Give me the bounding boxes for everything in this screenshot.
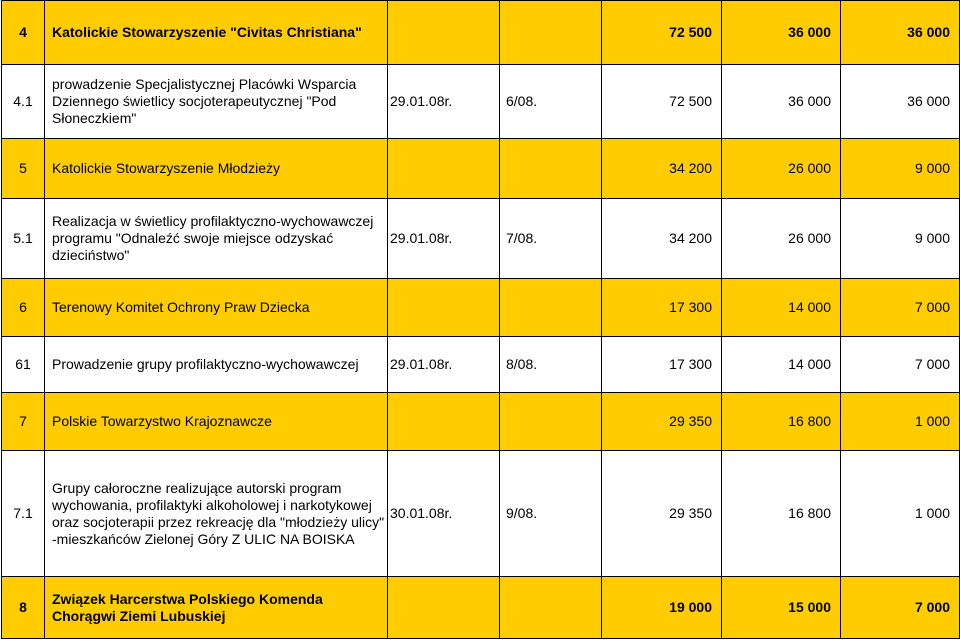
organization-name: Polskie Towarzystwo Krajoznawcze [45, 393, 388, 451]
proposed-amount: 16 800 [722, 451, 841, 577]
requested-amount: 72 500 [602, 1, 722, 65]
organization-name: Terenowy Komitet Ochrony Praw Dziecka [45, 279, 388, 337]
org-row-6 [2, 279, 960, 337]
granted-amount: 7 000 [841, 577, 960, 639]
date-cell: 30.01.08r. [388, 451, 500, 577]
task-description: prowadzenie Specjalistycznej Placówki Wsparcia Dziennego świetlicy socjoterapeutycznej "Pod Słoneczkiem" [45, 65, 388, 139]
proposed-amount: 14 000 [722, 337, 841, 393]
granted-amount: 1 000 [841, 451, 960, 577]
row-number: 5 [2, 139, 45, 199]
row-number: 5.1 [2, 199, 45, 279]
org-row-5 [2, 139, 960, 199]
task-description: Grupy całoroczne realizujące autorski program wychowania, profilaktyki alkoholowej i narkotykowej oraz socjoterapii przez rekreację dla "młodzieży ulicy" -mieszkańców Zielonej Góry Z ULIC NA BOISKA [45, 451, 388, 577]
grants-table [1, 0, 960, 639]
resolution-cell: 9/08. [500, 451, 602, 577]
proposed-amount: 14 000 [722, 279, 841, 337]
proposed-amount: 36 000 [722, 1, 841, 65]
org-row-7 [2, 393, 960, 451]
task-description: Prowadzenie grupy profilaktyczno-wychowawczej [45, 337, 388, 393]
organization-name: Katolickie Stowarzyszenie Młodzieży [45, 139, 388, 199]
requested-amount: 17 300 [602, 337, 722, 393]
org-row-8 [2, 577, 960, 639]
date-cell [388, 1, 500, 65]
row-number: 7 [2, 393, 45, 451]
date-cell [388, 393, 500, 451]
row-number: 6 [2, 279, 45, 337]
date-cell [388, 139, 500, 199]
proposed-amount: 26 000 [722, 139, 841, 199]
resolution-cell [500, 393, 602, 451]
resolution-cell: 6/08. [500, 65, 602, 139]
organization-name: Związek Harcerstwa Polskiego Komenda Chorągwi Ziemi Lubuskiej [45, 577, 388, 639]
proposed-amount: 15 000 [722, 577, 841, 639]
proposed-amount: 26 000 [722, 199, 841, 279]
requested-amount: 29 350 [602, 393, 722, 451]
row-number: 4 [2, 1, 45, 65]
granted-amount: 9 000 [841, 199, 960, 279]
granted-amount: 7 000 [841, 279, 960, 337]
task-row-4-1 [2, 65, 960, 139]
granted-amount: 9 000 [841, 139, 960, 199]
date-cell: 29.01.08r. [388, 199, 500, 279]
granted-amount: 36 000 [841, 65, 960, 139]
date-cell: 29.01.08r. [388, 337, 500, 393]
org-row-4 [2, 1, 960, 65]
row-number: 7.1 [2, 451, 45, 577]
proposed-amount: 36 000 [722, 65, 841, 139]
resolution-cell [500, 279, 602, 337]
resolution-cell [500, 139, 602, 199]
organization-name: Katolickie Stowarzyszenie "Civitas Christiana" [45, 1, 388, 65]
requested-amount: 72 500 [602, 65, 722, 139]
granted-amount: 1 000 [841, 393, 960, 451]
row-number: 4.1 [2, 65, 45, 139]
resolution-cell [500, 1, 602, 65]
date-cell [388, 279, 500, 337]
granted-amount: 36 000 [841, 1, 960, 65]
task-row-6-1 [2, 337, 960, 393]
row-number: 61 [2, 337, 45, 393]
requested-amount: 29 350 [602, 451, 722, 577]
granted-amount: 7 000 [841, 337, 960, 393]
requested-amount: 34 200 [602, 139, 722, 199]
requested-amount: 34 200 [602, 199, 722, 279]
date-cell: 29.01.08r. [388, 65, 500, 139]
task-row-7-1 [2, 451, 960, 577]
task-row-5-1 [2, 199, 960, 279]
requested-amount: 19 000 [602, 577, 722, 639]
resolution-cell [500, 577, 602, 639]
resolution-cell: 7/08. [500, 199, 602, 279]
row-number: 8 [2, 577, 45, 639]
requested-amount: 17 300 [602, 279, 722, 337]
date-cell [388, 577, 500, 639]
proposed-amount: 16 800 [722, 393, 841, 451]
resolution-cell: 8/08. [500, 337, 602, 393]
task-description: Realizacja w świetlicy profilaktyczno-wychowawczej programu "Odnaleźć swoje miejsce odzyskać dzieciństwo" [45, 199, 388, 279]
